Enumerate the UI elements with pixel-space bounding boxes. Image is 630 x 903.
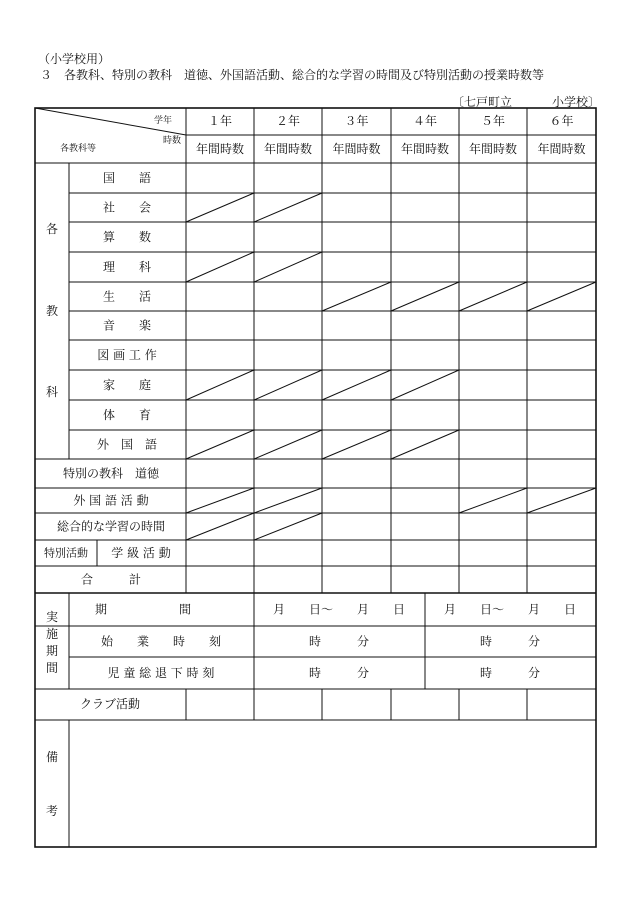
subject-label: 音 楽 <box>102 318 152 333</box>
hours-input-cell[interactable] <box>459 540 527 566</box>
annual-hours-header: 年間時数 <box>537 142 586 156</box>
hours-input-cell[interactable] <box>254 222 322 252</box>
hours-input-cell[interactable] <box>459 400 527 430</box>
hours-input-cell[interactable] <box>459 340 527 370</box>
hours-input-cell[interactable] <box>391 311 459 340</box>
hours-input-cell[interactable] <box>527 252 596 282</box>
hours-input-cell[interactable] <box>391 540 459 566</box>
period-row-label: 児 童 総 退 下 時 刻 <box>107 666 215 680</box>
hours-input-cell[interactable] <box>186 163 254 193</box>
hours-input-cell[interactable] <box>322 311 391 340</box>
total-cell[interactable] <box>527 566 596 593</box>
hours-input-cell[interactable] <box>322 488 391 513</box>
total-cell[interactable] <box>391 566 459 593</box>
hours-input-cell[interactable] <box>459 459 527 488</box>
hours-input-cell[interactable] <box>459 222 527 252</box>
hours-input-cell[interactable] <box>391 163 459 193</box>
period-group-label: 間 <box>45 661 59 675</box>
club-hours-cell[interactable] <box>527 689 596 720</box>
hours-input-cell[interactable] <box>254 459 322 488</box>
club-hours-cell[interactable] <box>459 689 527 720</box>
row-label: 総合的な学習の時間 <box>56 519 166 534</box>
club-hours-cell[interactable] <box>254 689 322 720</box>
club-label: クラブ活動 <box>79 697 141 711</box>
hours-input-cell[interactable] <box>527 163 596 193</box>
remarks-label: 考 <box>45 804 59 818</box>
hours-input-cell[interactable] <box>186 222 254 252</box>
hours-input-cell[interactable] <box>527 540 596 566</box>
subject-label: 体 育 <box>102 408 152 422</box>
hours-input-cell[interactable] <box>391 488 459 513</box>
hours-input-cell[interactable] <box>322 400 391 430</box>
hours-input-cell[interactable] <box>459 513 527 540</box>
hours-input-cell[interactable] <box>391 252 459 282</box>
hours-input-cell[interactable] <box>254 340 322 370</box>
annual-hours-header: 年間時数 <box>468 142 518 156</box>
hours-input-cell[interactable] <box>391 400 459 430</box>
town-label: 〔七戸町立 <box>452 95 513 109</box>
club-hours-cell[interactable] <box>322 689 391 720</box>
grade-header: ６年 <box>549 114 574 128</box>
hours-input-cell[interactable] <box>186 311 254 340</box>
hours-input-cell[interactable] <box>527 430 596 459</box>
special-activities-label: 特別活動 <box>44 546 88 560</box>
annual-hours-header: 年間時数 <box>263 142 313 156</box>
hours-input-cell[interactable] <box>254 163 322 193</box>
hours-input-cell[interactable] <box>527 193 596 222</box>
hours-input-cell[interactable] <box>322 340 391 370</box>
subject-group-label: 教 <box>45 304 59 318</box>
hours-input-cell[interactable] <box>391 513 459 540</box>
hours-input-cell[interactable] <box>459 370 527 400</box>
period-group-label: 施 <box>45 627 59 641</box>
period-row-label: 期 間 <box>95 602 192 617</box>
subject-label: 算 数 <box>102 230 152 244</box>
hours-input-cell[interactable] <box>322 513 391 540</box>
row-label: 特別の教科 道徳 <box>62 466 160 481</box>
period-term1-value: 時 分 <box>308 666 370 680</box>
hours-input-cell[interactable] <box>254 400 322 430</box>
hours-input-cell[interactable] <box>322 193 391 222</box>
period-term2-value: 時 分 <box>479 666 541 680</box>
hours-input-cell[interactable] <box>322 222 391 252</box>
hours-input-cell[interactable] <box>527 311 596 340</box>
hours-input-cell[interactable] <box>322 459 391 488</box>
total-label: 合 計 <box>80 572 142 587</box>
period-term2-value: 月 日～ 月 日 <box>443 602 577 617</box>
hours-input-cell[interactable] <box>254 282 322 311</box>
annual-hours-header: 年間時数 <box>195 142 245 156</box>
remarks-label: 備 <box>45 750 59 764</box>
grade-axis-label: 学年 <box>153 116 172 126</box>
hours-input-cell[interactable] <box>459 311 527 340</box>
period-term1-value: 時 分 <box>308 634 370 649</box>
period-group-label: 実 <box>45 610 59 624</box>
hours-input-cell[interactable] <box>459 163 527 193</box>
hours-input-cell[interactable] <box>527 222 596 252</box>
total-cell[interactable] <box>186 566 254 593</box>
period-row-label: 始 業 時 刻 <box>100 634 222 649</box>
hours-input-cell[interactable] <box>391 193 459 222</box>
period-term2-value: 時 分 <box>479 634 541 649</box>
subject-group-label: 各 <box>45 222 59 236</box>
hours-input-cell[interactable] <box>322 540 391 566</box>
hours-input-cell[interactable] <box>254 540 322 566</box>
grade-header: ３年 <box>344 114 369 128</box>
total-cell[interactable] <box>459 566 527 593</box>
school-type-label: （小学校用） <box>38 52 111 66</box>
subject-label: 国 語 <box>102 171 152 185</box>
hours-input-cell[interactable] <box>322 252 391 282</box>
subject-group-label: 科 <box>45 385 59 399</box>
hours-input-cell[interactable] <box>527 370 596 400</box>
hours-input-cell[interactable] <box>186 459 254 488</box>
subject-label: 社 会 <box>102 200 152 215</box>
subject-label: 外 国 語 <box>96 437 158 452</box>
subject-label: 生 活 <box>102 289 152 304</box>
hours-input-cell[interactable] <box>186 540 254 566</box>
hours-input-cell[interactable] <box>459 430 527 459</box>
remarks-input-area[interactable] <box>69 720 596 847</box>
row-label: 学 級 活 動 <box>111 546 171 560</box>
hours-input-cell[interactable] <box>322 163 391 193</box>
hours-input-cell[interactable] <box>254 311 322 340</box>
row-label: 外 国 語 活 動 <box>73 493 149 508</box>
hours-input-cell[interactable] <box>527 340 596 370</box>
hours-input-cell[interactable] <box>527 513 596 540</box>
hours-input-cell[interactable] <box>391 340 459 370</box>
period-term1-value: 月 日～ 月 日 <box>272 602 406 617</box>
subject-label: 家 庭 <box>102 378 152 392</box>
school-suffix-label: 小学校〕 <box>552 95 601 109</box>
hours-input-cell[interactable] <box>391 222 459 252</box>
hours-input-cell[interactable] <box>186 340 254 370</box>
subject-label: 図 画 工 作 <box>97 348 157 362</box>
hours-input-cell[interactable] <box>186 282 254 311</box>
total-cell[interactable] <box>254 566 322 593</box>
grade-header: ２年 <box>275 114 301 128</box>
period-group-label: 期 <box>45 644 59 658</box>
annual-hours-header: 年間時数 <box>400 142 450 156</box>
club-hours-cell[interactable] <box>186 689 254 720</box>
total-cell[interactable] <box>322 566 391 593</box>
hours-input-cell[interactable] <box>186 400 254 430</box>
hours-axis-label: 時数 <box>162 136 181 146</box>
subject-label: 理 科 <box>102 260 152 274</box>
hours-input-cell[interactable] <box>459 252 527 282</box>
hours-input-cell[interactable] <box>527 459 596 488</box>
hours-input-cell[interactable] <box>459 193 527 222</box>
document-title: ３ 各教科、特別の教科 道徳、外国語活動、総合的な学習の時間及び特別活動の授業時数等 <box>40 68 545 82</box>
subjects-axis-label: 各教科等 <box>60 144 97 154</box>
hours-input-cell[interactable] <box>527 400 596 430</box>
grade-header: １年 <box>207 114 233 128</box>
hours-input-cell[interactable] <box>391 459 459 488</box>
grade-header: ５年 <box>480 114 506 128</box>
annual-hours-header: 年間時数 <box>332 142 381 156</box>
club-hours-cell[interactable] <box>391 689 459 720</box>
grade-header: ４年 <box>412 114 438 128</box>
